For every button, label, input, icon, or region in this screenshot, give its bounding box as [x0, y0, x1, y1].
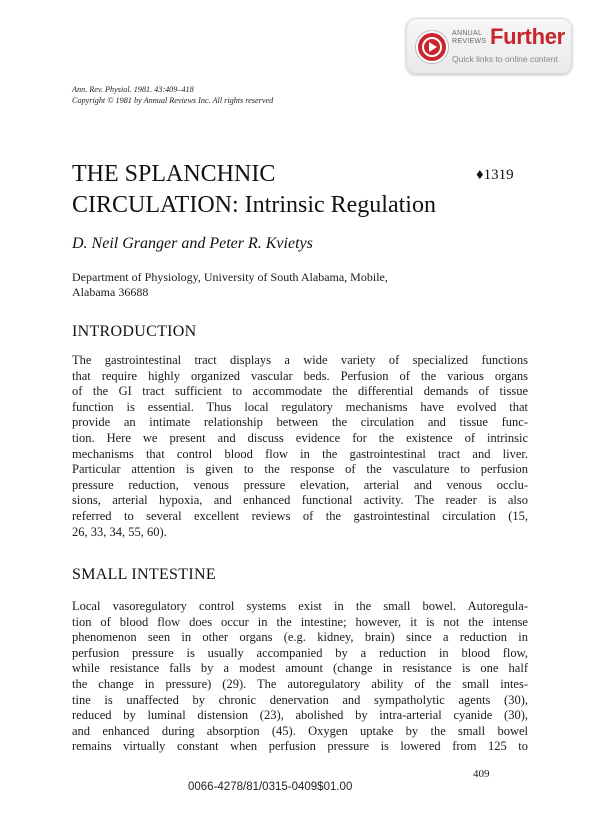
small-intestine-paragraph — [72, 599, 528, 755]
article-title — [72, 159, 436, 221]
badge-org-line1: ANNUAL — [452, 30, 483, 37]
text-line: The gastrointestinal tract displays a wide variety of specialized functions — [72, 353, 528, 367]
text-line: of the GI tract sufficient to accommodate the differential demands of tissue — [72, 384, 528, 399]
badge-org-name — [452, 30, 486, 46]
text-line: perfusion pressure is usually accompanied by a reduction in blood flow, — [72, 645, 528, 660]
text-line: while resistance falls by a modest amount (change in resistance is one half — [72, 661, 528, 676]
text-line: mechanisms that control blood flow in the gastrointestinal tract and liver. — [72, 446, 528, 461]
text-line: reduced by luminal distension (23), abolished by intra-arterial cyanide (30), — [72, 708, 528, 723]
text-line: pressure reduction, venous pressure elevation, arterial and venous occlu- — [72, 477, 528, 492]
section-heading-introduction: INTRODUCTION — [72, 323, 197, 340]
article-code: ♦1319 — [476, 167, 514, 183]
text-line: that require highly organized vascular beds. Perfusion of the various organs — [72, 368, 528, 383]
text-line: the change in pressure) (29). The autoregulatory ability of the small intes- — [72, 676, 528, 691]
affiliation-line: Alabama 36688 — [72, 285, 149, 299]
further-badge[interactable] — [406, 18, 572, 74]
text-line: sions, arterial hypoxia, and enhanced functional activity. The reader is also — [72, 493, 528, 508]
text-line: tine is unaffected by chronic denervation and sympatholytic agents (30), — [72, 692, 528, 707]
text-line: and enhanced during absorption (45). Oxygen uptake by the small bowel — [72, 723, 528, 738]
title-line: THE SPLANCHNIC — [72, 161, 276, 187]
text-line: referred to several excellent reviews of the gastrointestinal circulation (15, — [72, 508, 528, 523]
section-heading-small-intestine: SMALL INTESTINE — [72, 566, 216, 583]
footer-code: 0066-4278/81/0315-0409$01.00 — [188, 781, 353, 793]
badge-subtitle: Quick links to online content — [452, 54, 558, 64]
text-line: remains virtually constant when perfusion pressure is lowered from 125 to — [72, 739, 528, 754]
text-line: Local vasoregulatory control systems exist in the small bowel. Autoregula- — [72, 599, 528, 613]
introduction-paragraph — [72, 353, 528, 540]
affiliation-line: Department of Physiology, University of South Alabama, Mobile, — [72, 270, 388, 284]
text-line: tion of blood flow does occur in the intestine; however, it is not the intense — [72, 614, 528, 629]
text-line: tion. Here we present and discuss evidence for the existence of intrinsic — [72, 430, 528, 445]
copyright-line: Copyright © 1981 by Annual Reviews Inc. All rights reserved — [72, 96, 274, 105]
page-number: 409 — [473, 768, 490, 780]
play-arrow-icon — [416, 31, 448, 63]
affiliation — [72, 270, 388, 300]
text-line: Particular attention is given to the response of the vasculature to perfusion — [72, 462, 528, 477]
title-line: CIRCULATION: Intrinsic Regulation — [72, 192, 436, 218]
citation-header — [72, 84, 273, 106]
citation-line: Ann. Rev. Physiol. 1981. 43:409–418 — [72, 85, 194, 94]
text-line: phenomenon seen in other organs (e.g. kidney, brain) since a reduction in — [72, 630, 528, 645]
text-line: provide an intimate relationship between the circulation and tissue func- — [72, 415, 528, 430]
badge-title: Further — [490, 24, 565, 49]
text-line: 26, 33, 34, 55, 60). — [72, 524, 167, 539]
authors: D. Neil Granger and Peter R. Kvietys — [72, 235, 313, 252]
text-line: function is essential. Thus local regulatory mechanisms have evolved that — [72, 399, 528, 414]
badge-org-line2: REVIEWS — [452, 38, 487, 45]
